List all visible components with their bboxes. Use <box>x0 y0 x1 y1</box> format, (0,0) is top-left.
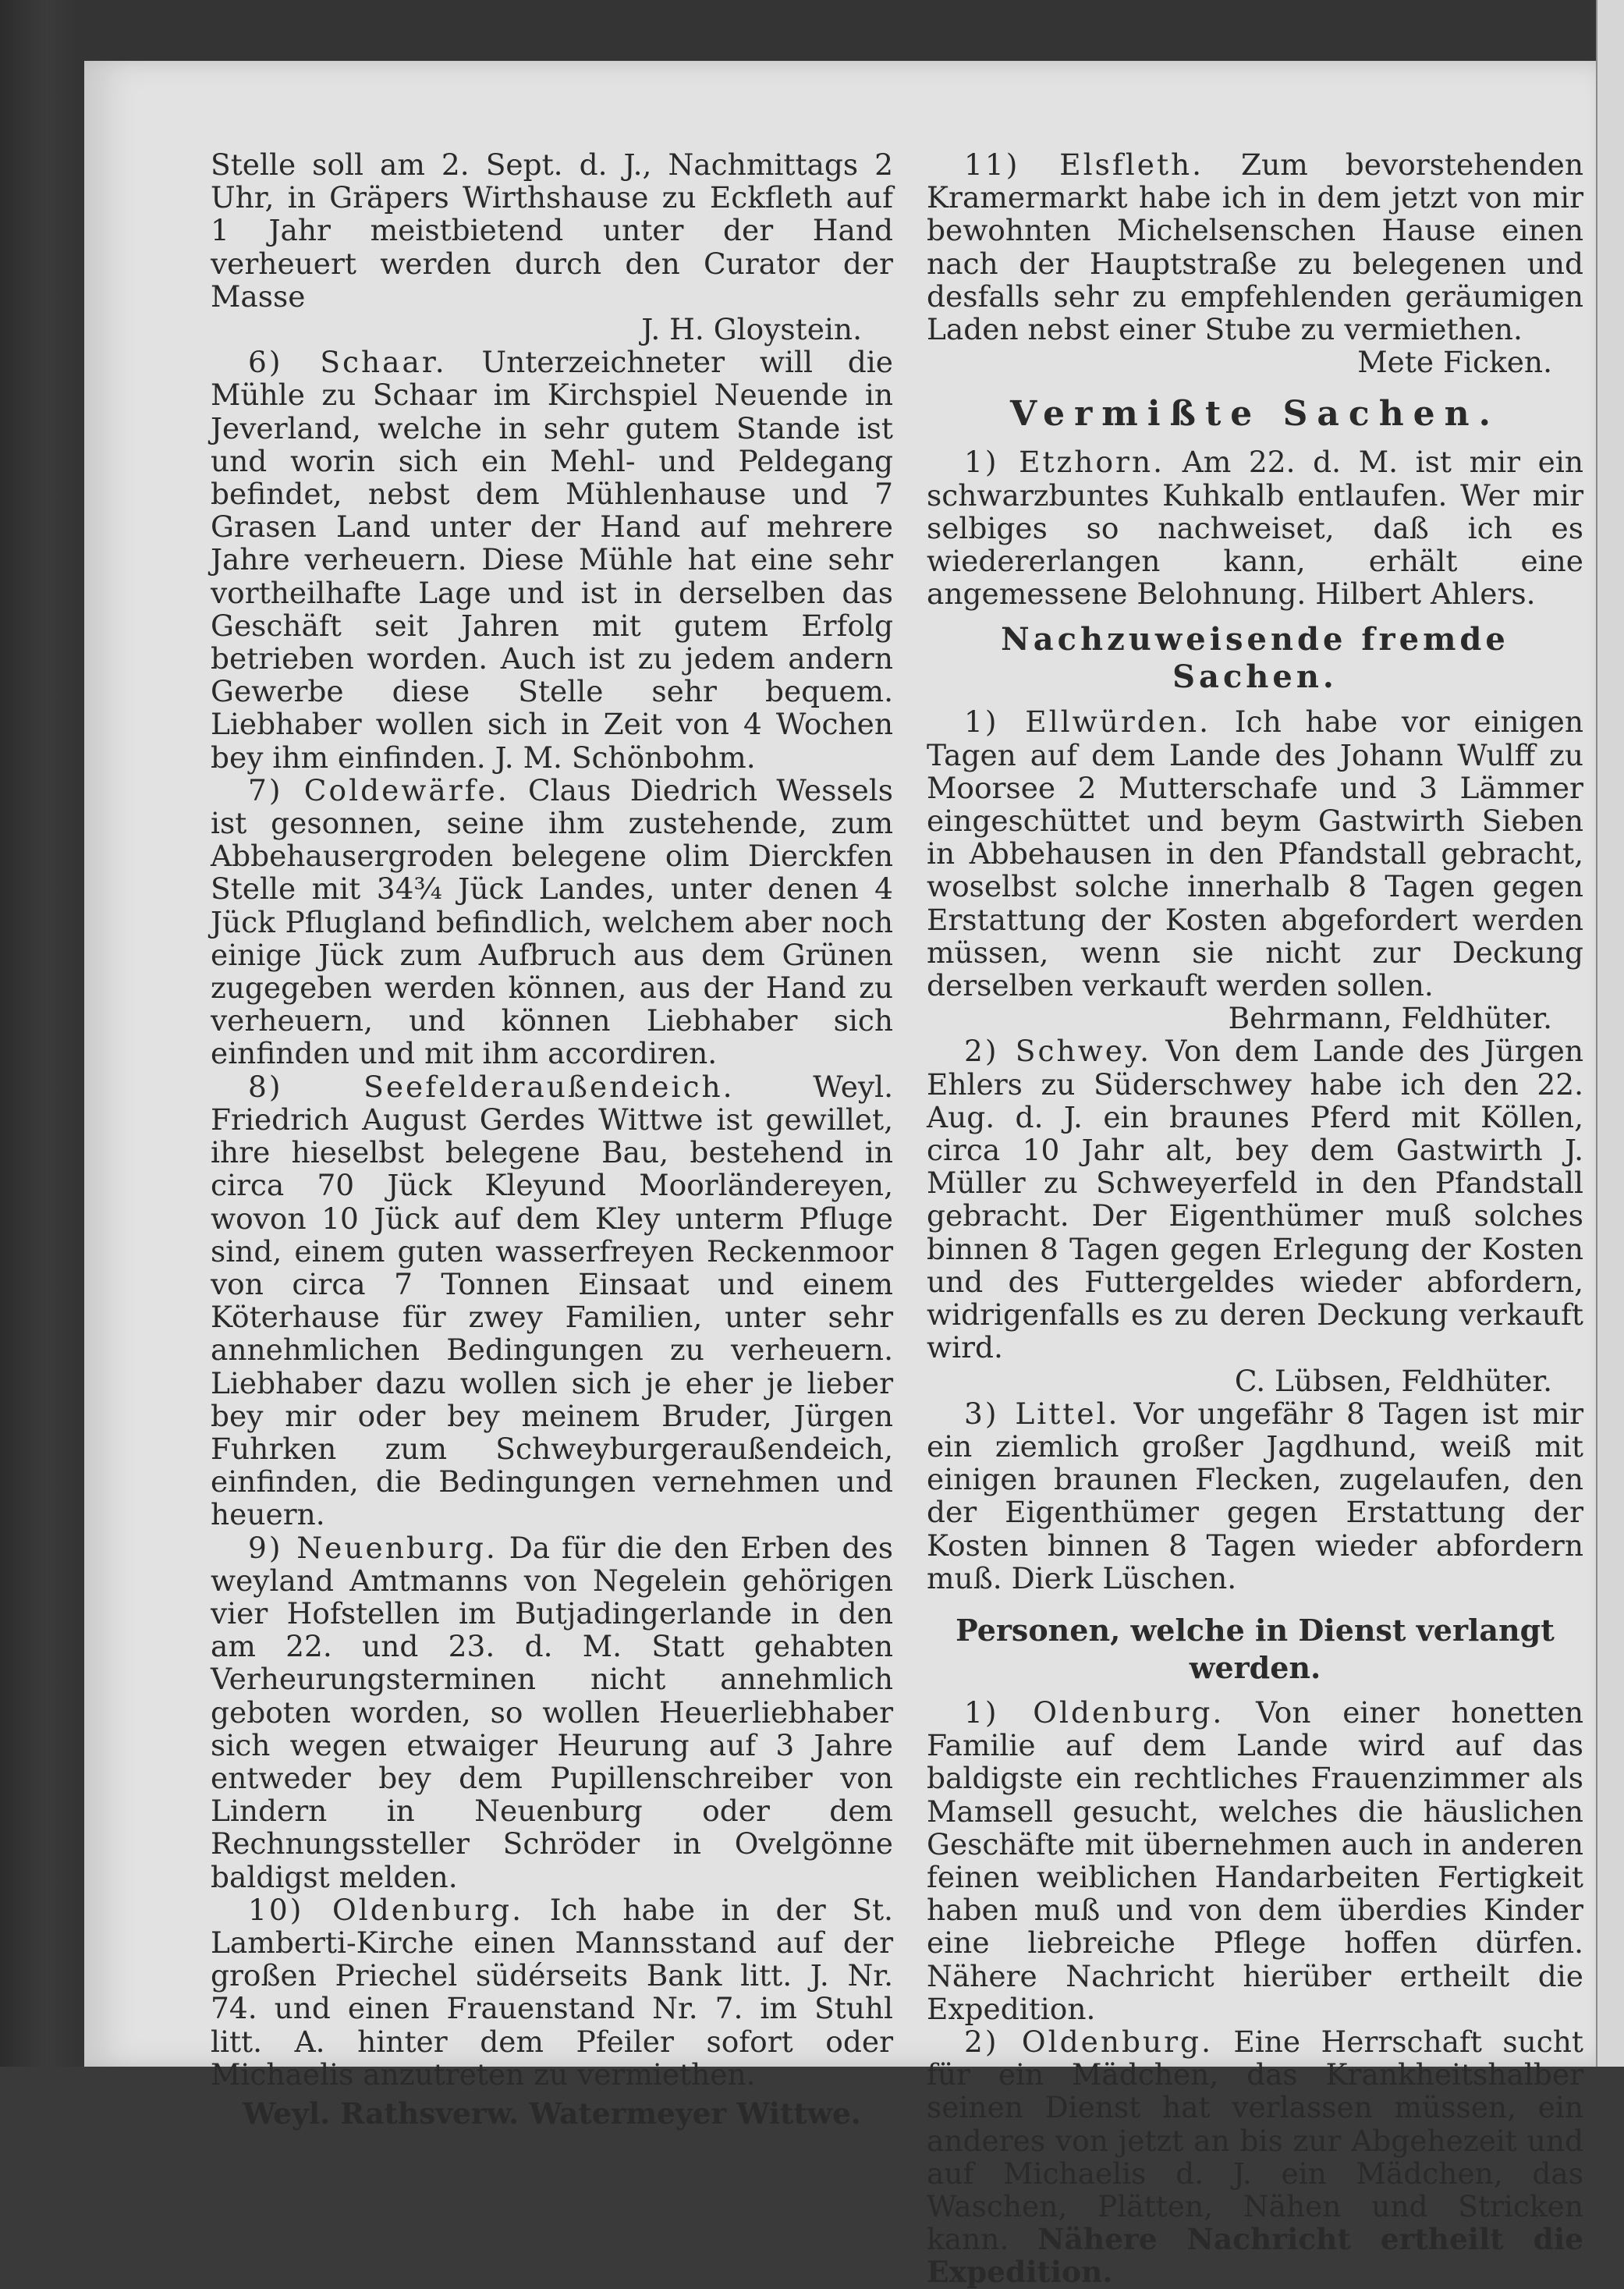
found-item-3 <box>927 1397 1583 1595</box>
notice-continuation: Stelle soll am 2. Sept. d. J., Nachmittags 2 Uhr, in Gräpers Wirthshause zu Eckfleth auf 1 Jahr meistbietend unter der Hand verheuert werden durch den Curator der Masse <box>211 147 893 314</box>
notice-place: 6) Schaar. <box>248 345 447 380</box>
signature: Behrmann, Feldhüter. <box>1228 1001 1552 1036</box>
notice-text: Vor ungefähr 8 Tagen ist mir ein ziemlich großer Jagdhund, weiß mit einigen braunen Flecken, zugelaufen, den der Eigenthümer gegen Erstattung der Kosten binnen 8 Tagen wieder abfordern muß. <box>927 1396 1583 1595</box>
notice-6 <box>211 346 893 774</box>
found-item-2 <box>927 1034 1583 1364</box>
section-heading-fremde: Nachzuweisende fremde Sachen. <box>1001 621 1509 696</box>
notice-text: Ich habe vor einigen Tagen auf dem Lande des Johann Wulff zu Moorsee 2 Mutterschafe und 3 Lämmer eingeschüttet und beym Gastwirth Sieben in Abbehausen in den Pfandstall gebracht, woselbst solche innerhalb 8 Tagen gegen Erstattung der Kosten abgefordert werden müssen, wenn sie nicht zur Deckung derselben verkauft werden sollen. <box>927 704 1583 1003</box>
signature: J. H. Gloystein. <box>641 312 862 347</box>
notice-text: Eine Herrschaft sucht für ein Mädchen, das Krankheitshalber seinen Dienst hat verlassen müssen, ein anderes von jetzt an bis zur Abgehezeit und auf Michaelis d. J. ein Mädchen, das Waschen, Plätten, Nähen und Stricken kann. <box>927 2024 1583 2257</box>
notice-place: 8) Seefelderaußendeich. <box>248 1069 735 1104</box>
section-heading-personen: Personen, welche in Dienst verlangt werden. <box>956 1612 1555 1685</box>
right-column <box>927 148 1583 2289</box>
wanted-1 <box>927 1696 1583 2025</box>
notice-8 <box>211 1070 893 1531</box>
signature: J. M. Schönbohm. <box>495 740 756 775</box>
signature: Weyl. Rathsverw. Watermeyer Wittwe. <box>243 2096 861 2131</box>
notice-place: 11) Elsfleth. <box>964 147 1204 182</box>
notice-text: Ich habe in der St. Lamberti-Kirche einen Mannsstand auf der großen Priechel südérseits Bank litt. J. Nr. 74. und einen Frauenstand Nr. 7. im Stuhl litt. A. hinter dem Pfeiler sofort oder Michaelis anzutreten zu vermiethen. <box>211 1892 893 2092</box>
next-page-edge <box>1596 0 1624 2067</box>
signature: Dierk Lüschen. <box>1011 1560 1237 1595</box>
signature: Mete Ficken. <box>1357 345 1552 380</box>
notice-place: 1) Ellwürden. <box>964 704 1211 740</box>
notice-place: 7) Coldewärfe. <box>248 772 509 807</box>
left-column <box>211 148 893 2130</box>
lost-item-1 <box>927 445 1583 610</box>
notice-place: 10) Oldenburg. <box>248 1892 524 1927</box>
signature: C. Lübsen, Feldhüter. <box>1234 1363 1552 1398</box>
notice-text: Claus Diedrich Wessels ist gesonnen, seine ihm zustehende, zum Abbehausergroden belegene olim Dierckfen Stelle mit 34¾ Jück Landes, unter denen 4 Jück Pflugland befindlich, welchem aber noch einige Jück zum Aufbruch aus dem Grünen zugegeben werden können, aus der Hand zu verheuern, und können Liebhaber sich einfinden und mit ihm accordiren. <box>211 772 893 1071</box>
notice-text: Da für die den Erben des weyland Amtmanns von Negelein gehörigen vier Hofstellen im Butjadingerlande in den am 22. und 23. d. M. Statt gehabten Verheurungsterminen nicht annehmlich geboten worden, so wollen Heuerliebhaber sich wegen etwaiger Heurung auf 3 Jahre entweder bey dem Pupillenschreiber von Lindern in Neuenburg oder dem Rechnungssteller Schröder in Ovelgönne baldigst melden. <box>211 1530 893 1894</box>
notice-text: Unterzeichneter will die Mühle zu Schaar im Kirchspiel Neuende in Jeverland, welche in sehr gutem Stande ist und worin sich ein Mehl- und Peldegang befindet, nebst dem Mühlenhause und 7 Grasen Land unter der Hand auf mehrere Jahre verheuern. Diese Mühle hat eine sehr vortheilhafte Lage und ist in derselben das Geschäft seit Jahren mit gutem Erfolg betrieben worden. Auch ist zu jedem andern Gewerbe diese Stelle sehr bequem. Liebhaber wollen sich in Zeit von 4 Wochen bey ihm einfinden. <box>211 345 893 775</box>
notice-11 <box>927 148 1583 346</box>
notice-text: Von dem Lande des Jürgen Ehlers zu Süderschwey habe ich den 22. Aug. d. J. ein braunes Pferd mit Köllen, circa 10 Jahr alt, bey dem Gastwirth J. Müller zu Schweyerfeld in den Pfandstall gebracht. Der Eigenthümer muß solches binnen 8 Tagen gegen Erlegung der Kosten und des Futtergeldes wieder abfordern, widrigenfalls es zu deren Deckung verkauft wird. <box>927 1034 1583 1365</box>
found-item-1 <box>927 705 1583 1002</box>
notice-text: Zum bevorstehenden Kramermarkt habe ich in dem jetzt von mir bewohnten Michelsenschen Hause einen nach der Hauptstraße zu belegenen und desfalls sehr zu empfehlenden geräumigen Laden nebst einer Stube zu vermiethen. <box>927 147 1583 347</box>
notice-place: 1) Etzhorn. <box>964 445 1165 480</box>
notice-place: 3) Littel. <box>964 1396 1120 1431</box>
notice-closing: Nähere Nachricht ertheilt die Expedition. <box>927 2222 1583 2289</box>
notice-place: 1) Oldenburg. <box>964 1695 1225 1730</box>
notice-place: 9) Neuenburg. <box>248 1530 498 1565</box>
notice-text: Weyl. Friedrich August Gerdes Wittwe ist gewillet, ihre hieselbst belegene Bau, bestehend in circa 70 Jück Kleyund Moorländereyen, wovon 10 Jück auf dem Kley unterm Pfluge sind, einem guten wasserfreyen Reckenmoor von circa 7 Tonnen Einsaat und einem Köterhause für zwey Familien, unter sehr annehmlichen Bedingungen zu verheuern. Liebhaber dazu wollen sich je eher je lieber bey mir oder bey meinem Bruder, Jürgen Fuhrken zum Schweyburgeraußendeich, einfinden, die Bedingungen vernehmen und heuern. <box>211 1069 894 1532</box>
notice-place: 2) Schwey. <box>964 1034 1152 1069</box>
notice-place: 2) Oldenburg. <box>964 2024 1213 2059</box>
notice-text: Am 22. d. M. ist mir ein schwarzbuntes Kuhkalb entlaufen. Wer mir selbiges so nachweiset, daß ich es wiedererlangen kann, erhält eine angemessene Belohnung. <box>927 445 1584 612</box>
signature: Hilbert Ahlers. <box>1315 577 1536 612</box>
notice-text: Von einer honetten Familie auf dem Lande wird auf das baldigste ein rechtliches Frauenzimmer als Mamsell gesucht, welches die häuslichen Geschäfte mit übernehmen auch in anderen feinen weiblichen Handarbeiten Fertigkeit haben muß und von dem überdies Kinder eine liebreiche Pflege hoffen dürfen. Nähere Nachricht hierüber ertheilt die Expedition. <box>927 1695 1583 2026</box>
section-heading-vermisste: Vermißte Sachen. <box>1010 394 1500 435</box>
notice-7 <box>211 774 893 1070</box>
notice-9 <box>211 1531 893 1893</box>
notice-10 <box>211 1893 893 2091</box>
wanted-2 <box>927 2025 1583 2289</box>
